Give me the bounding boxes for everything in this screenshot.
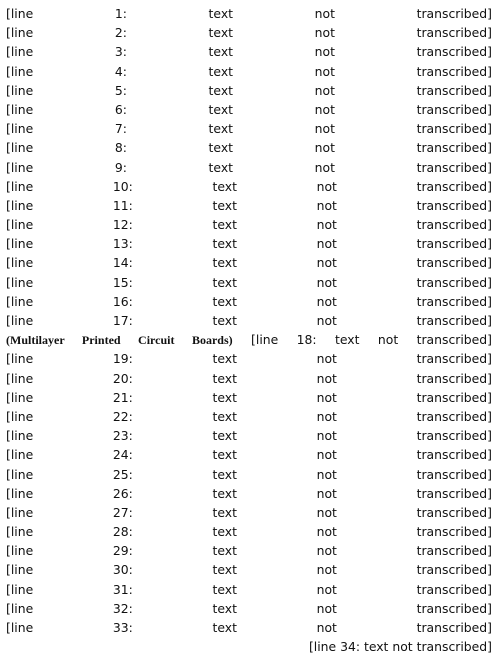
- article-line: [line 29: text not transcribed]: [6, 543, 492, 559]
- article-line: [line 21: text not transcribed]: [6, 389, 492, 405]
- article-line: [line 14: text not transcribed]: [6, 255, 492, 271]
- article-line: [line 9: text not transcribed]: [6, 159, 492, 175]
- article-line: [line 16: text not transcribed]: [6, 293, 492, 309]
- article-line: [line 11: text not transcribed]: [6, 197, 492, 213]
- article-line: [line 8: text not transcribed]: [6, 140, 492, 156]
- article-line: [line 25: text not transcribed]: [6, 466, 492, 482]
- article-line: [line 10: text not transcribed]: [6, 178, 492, 194]
- article-line: [line 23: text not transcribed]: [6, 428, 492, 444]
- article-line: [line 20: text not transcribed]: [6, 370, 492, 386]
- article-line: [line 1: text not transcribed]: [6, 6, 492, 21]
- article-line: [line 7: text not transcribed]: [6, 121, 492, 137]
- article-line: [line 17: text not transcribed]: [6, 313, 492, 328]
- english-technical-term: (Multilayer Printed Circuit Boards): [6, 333, 233, 348]
- article-line: [line 26: text not transcribed]: [6, 485, 492, 501]
- article-line: [line 12: text not transcribed]: [6, 217, 492, 233]
- article-line: [line 13: text not transcribed]: [6, 236, 492, 252]
- article-line: [line 15: text not transcribed]: [6, 274, 492, 290]
- article-line-with-english-phrase: [6, 330, 492, 349]
- article-line: [line 2: text not transcribed]: [6, 25, 492, 41]
- article-line: [line 30: text not transcribed]: [6, 562, 492, 578]
- article-line: [line 5: text not transcribed]: [6, 82, 492, 98]
- article-line: [line 4: text not transcribed]: [6, 63, 492, 79]
- article-line: [line 24: text not transcribed]: [6, 447, 492, 463]
- article-line: [line 32: text not transcribed]: [6, 600, 492, 616]
- article-line: [line 31: text not transcribed]: [6, 581, 492, 597]
- article-line: [line 22: text not transcribed]: [6, 408, 492, 424]
- article-line: [line 6: text not transcribed]: [6, 101, 492, 117]
- article-line: [line 33: text not transcribed]: [6, 620, 492, 635]
- article-line: [line 27: text not transcribed]: [6, 504, 492, 520]
- article-line-segment: [line 18: text not transcribed]: [251, 332, 492, 348]
- article-line: [line 19: text not transcribed]: [6, 351, 492, 367]
- article-closing-line: [line 34: text not transcribed]: [308, 639, 492, 655]
- article-body: [6, 4, 492, 664]
- article-line: [line 28: text not transcribed]: [6, 524, 492, 540]
- article-line: [line 3: text not transcribed]: [6, 44, 492, 60]
